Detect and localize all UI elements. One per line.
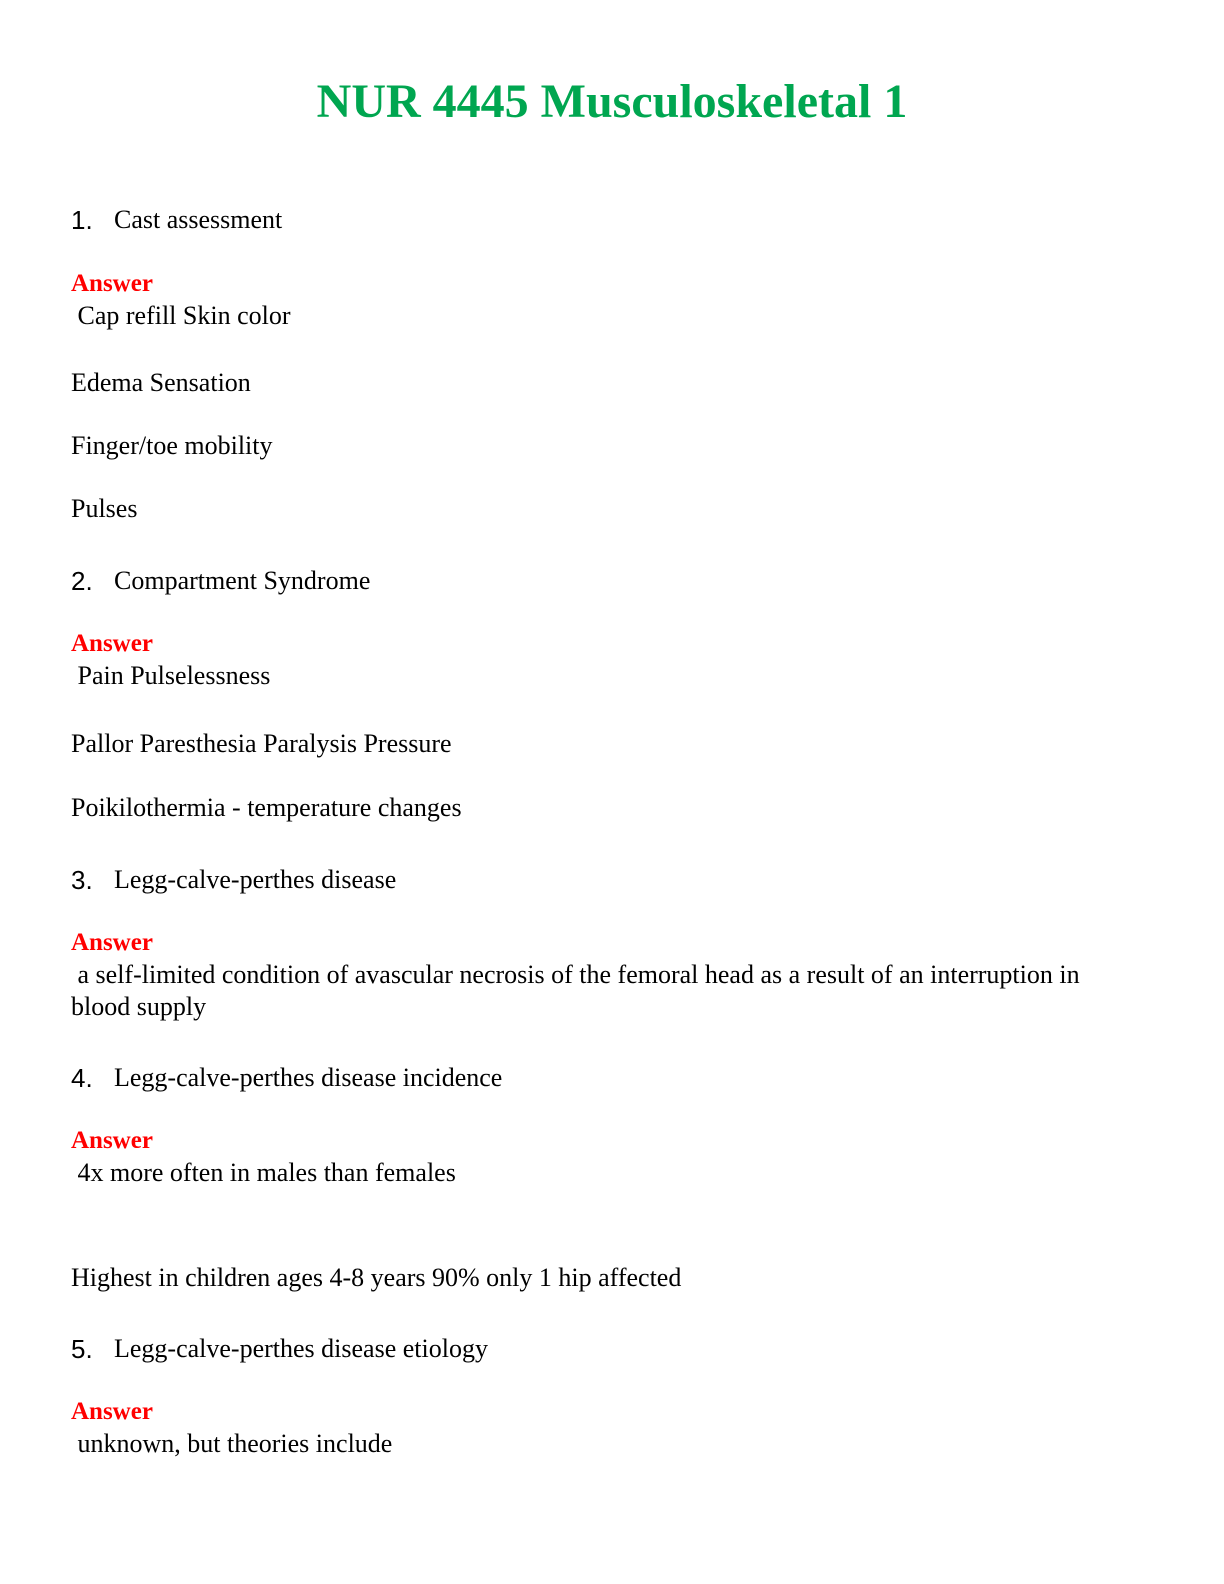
answer-line: Poikilothermia - temperature changes bbox=[71, 793, 462, 822]
answer-line: unknown, but theories include bbox=[71, 1429, 393, 1458]
question-text: Legg-calve-perthes disease etiology bbox=[114, 1334, 488, 1363]
answer-label: Answer bbox=[71, 1127, 153, 1154]
answer-line: Finger/toe mobility bbox=[71, 431, 273, 460]
answer-line: Pain Pulselessness bbox=[71, 661, 271, 690]
answer-label: Answer bbox=[71, 270, 153, 297]
answer-label: Answer bbox=[71, 929, 153, 956]
question-text: Compartment Syndrome bbox=[114, 566, 371, 595]
question-number: 5. bbox=[71, 1334, 93, 1364]
answer-line: 4x more often in males than females bbox=[71, 1158, 456, 1187]
answer-line: Highest in children ages 4-8 years 90% only 1 hip affected bbox=[71, 1263, 682, 1292]
question-number: 2. bbox=[71, 566, 93, 596]
question-text: Legg-calve-perthes disease incidence bbox=[114, 1063, 503, 1092]
question-number: 1. bbox=[71, 205, 93, 235]
answer-line: Pulses bbox=[71, 494, 138, 523]
question-number: 3. bbox=[71, 865, 93, 895]
question-number: 4. bbox=[71, 1063, 93, 1093]
answer-line: Edema Sensation bbox=[71, 368, 251, 397]
answer-line: Cap refill Skin color bbox=[71, 301, 291, 330]
question-text: Cast assessment bbox=[114, 205, 283, 234]
answer-label: Answer bbox=[71, 630, 153, 657]
question-text: Legg-calve-perthes disease bbox=[114, 865, 397, 894]
answer-label: Answer bbox=[71, 1398, 153, 1425]
answer-line: Pallor Paresthesia Paralysis Pressure bbox=[71, 729, 452, 758]
page-title: NUR 4445 Musculoskeletal 1 bbox=[316, 75, 908, 128]
answer-paragraph: a self-limited condition of avascular necrosis of the femoral head as a result of an interruption in blood supply bbox=[71, 960, 1087, 1021]
